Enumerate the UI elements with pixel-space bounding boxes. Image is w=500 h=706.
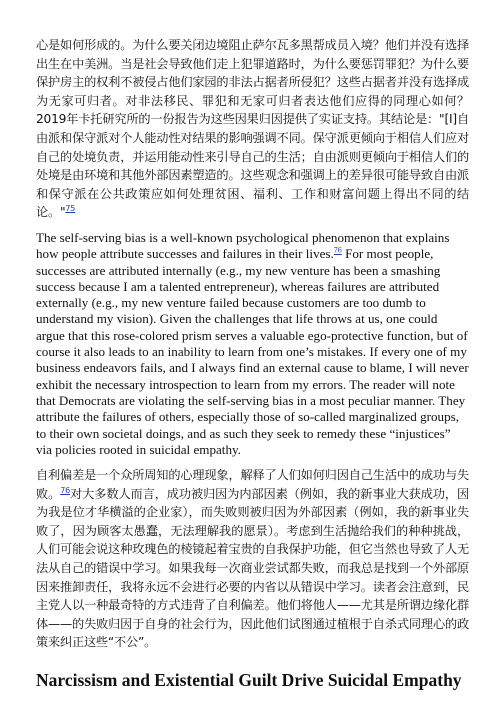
paragraph-text-continued: For most people, successes are attributed internally (e.g., my new venture has been a smashing success because I am a talented entrepreneur), whereas failures are attributed externally (e.g., my new venture failed because customers are too dumb to understand my vision). Given the challenges that life throws at us, one could argue that this rose-colored prism serves a valuable ego-protective function, but of course it also leads to an inability to learn from one’s mistakes. If every one of my business endeavors fails, and I always find an external cause to blame, I will never exhibit the necessary introspection to learn from my errors. The reader will note that Democrats are violating the self-serving bias in a most peculiar manner. They attribute the failures of others, especially those of so-called marginalized groups, to their own societal doings, and as such they seek to remedy these “injustices” via policies rooted in suicidal empathy. [36,246,469,457]
section-heading: Narcissism and Existential Guilt Drive Suicidal Empathy [36,670,462,691]
paragraph-text: 心是如何形成的。为什么要关闭边境阻止萨尔瓦多黑帮成员入境？他们并没有选择出生在中美洲。当是社会导致他们走上犯罪道路时，为什么要惩罚罪犯？为什么要保护房主的权利不被侵占他们家园的非法占据者所侵犯？这些占据者并没有选择成为无家可归者。对非法移民、罪犯和无家可归者表达他们应得的同理心如何？2019年卡托研究所的一份报告为这些因果归因提供了实证支持。其结论是："[I]自由派和保守派对个人能动性对结果的影响强调不同。保守派更倾向于相信人们应对自己的处境负责，并运用能动性来引导自己的生活；自由派则更倾向于相信人们的处境是由环境和其他外部因素塑造的。这些观念和强调上的差异很可能导致自由派和保守派在公共政策应如何处理贫困、福利、工作和财富问题上得出不同的结论。" [36,38,469,220]
chinese-paragraph-self-serving-bias [36,466,469,652]
chinese-paragraph-1 [36,36,469,222]
footnote-ref-76[interactable]: 76 [333,245,342,255]
paragraph-text-continued: 对大多数人而言，成功被归因为内部因素（例如，我的新事业大获成功，因为我是位才华横溢的企业家），而失败则被归因为外部因素（例如，我的新事业失败了，因为顾客太愚蠢，无法理解我的愿景）。考虑到生活抛给我们的种种挑战，人们可能会说这种玫瑰色的棱镜起着宝贵的自我保护功能，但它当然也导致了人无法从自己的错误中学习。如果我每一次商业尝试都失败，而我总是找到一个外部原因来推卸责任，我将永远不会进行必要的内省以从错误中学习。读者会注意到，民主党人以一种最奇特的方式违背了自利偏差。他们将他人——尤其是所谓边缘化群体——的失败归因于自身的社会行为，因此他们试图通过植根于自杀式同理心的政策来纠正这些“不公”。 [36,486,469,650]
footnote-ref-75[interactable]: 75 [65,204,76,214]
paragraph-text: The self-serving bias is a well-known psychological phenomenon that explains how people attribute successes and failures in their lives. [36,229,450,262]
footnote-ref-76-cn[interactable]: 76 [60,485,70,495]
paragraph-text: 自利偏差是一个众所周知的心理现象，解释了人们如何归因自己生活中的成功与失败。 [36,468,469,501]
document-page [36,36,469,691]
english-paragraph-self-serving-bias [36,230,469,458]
